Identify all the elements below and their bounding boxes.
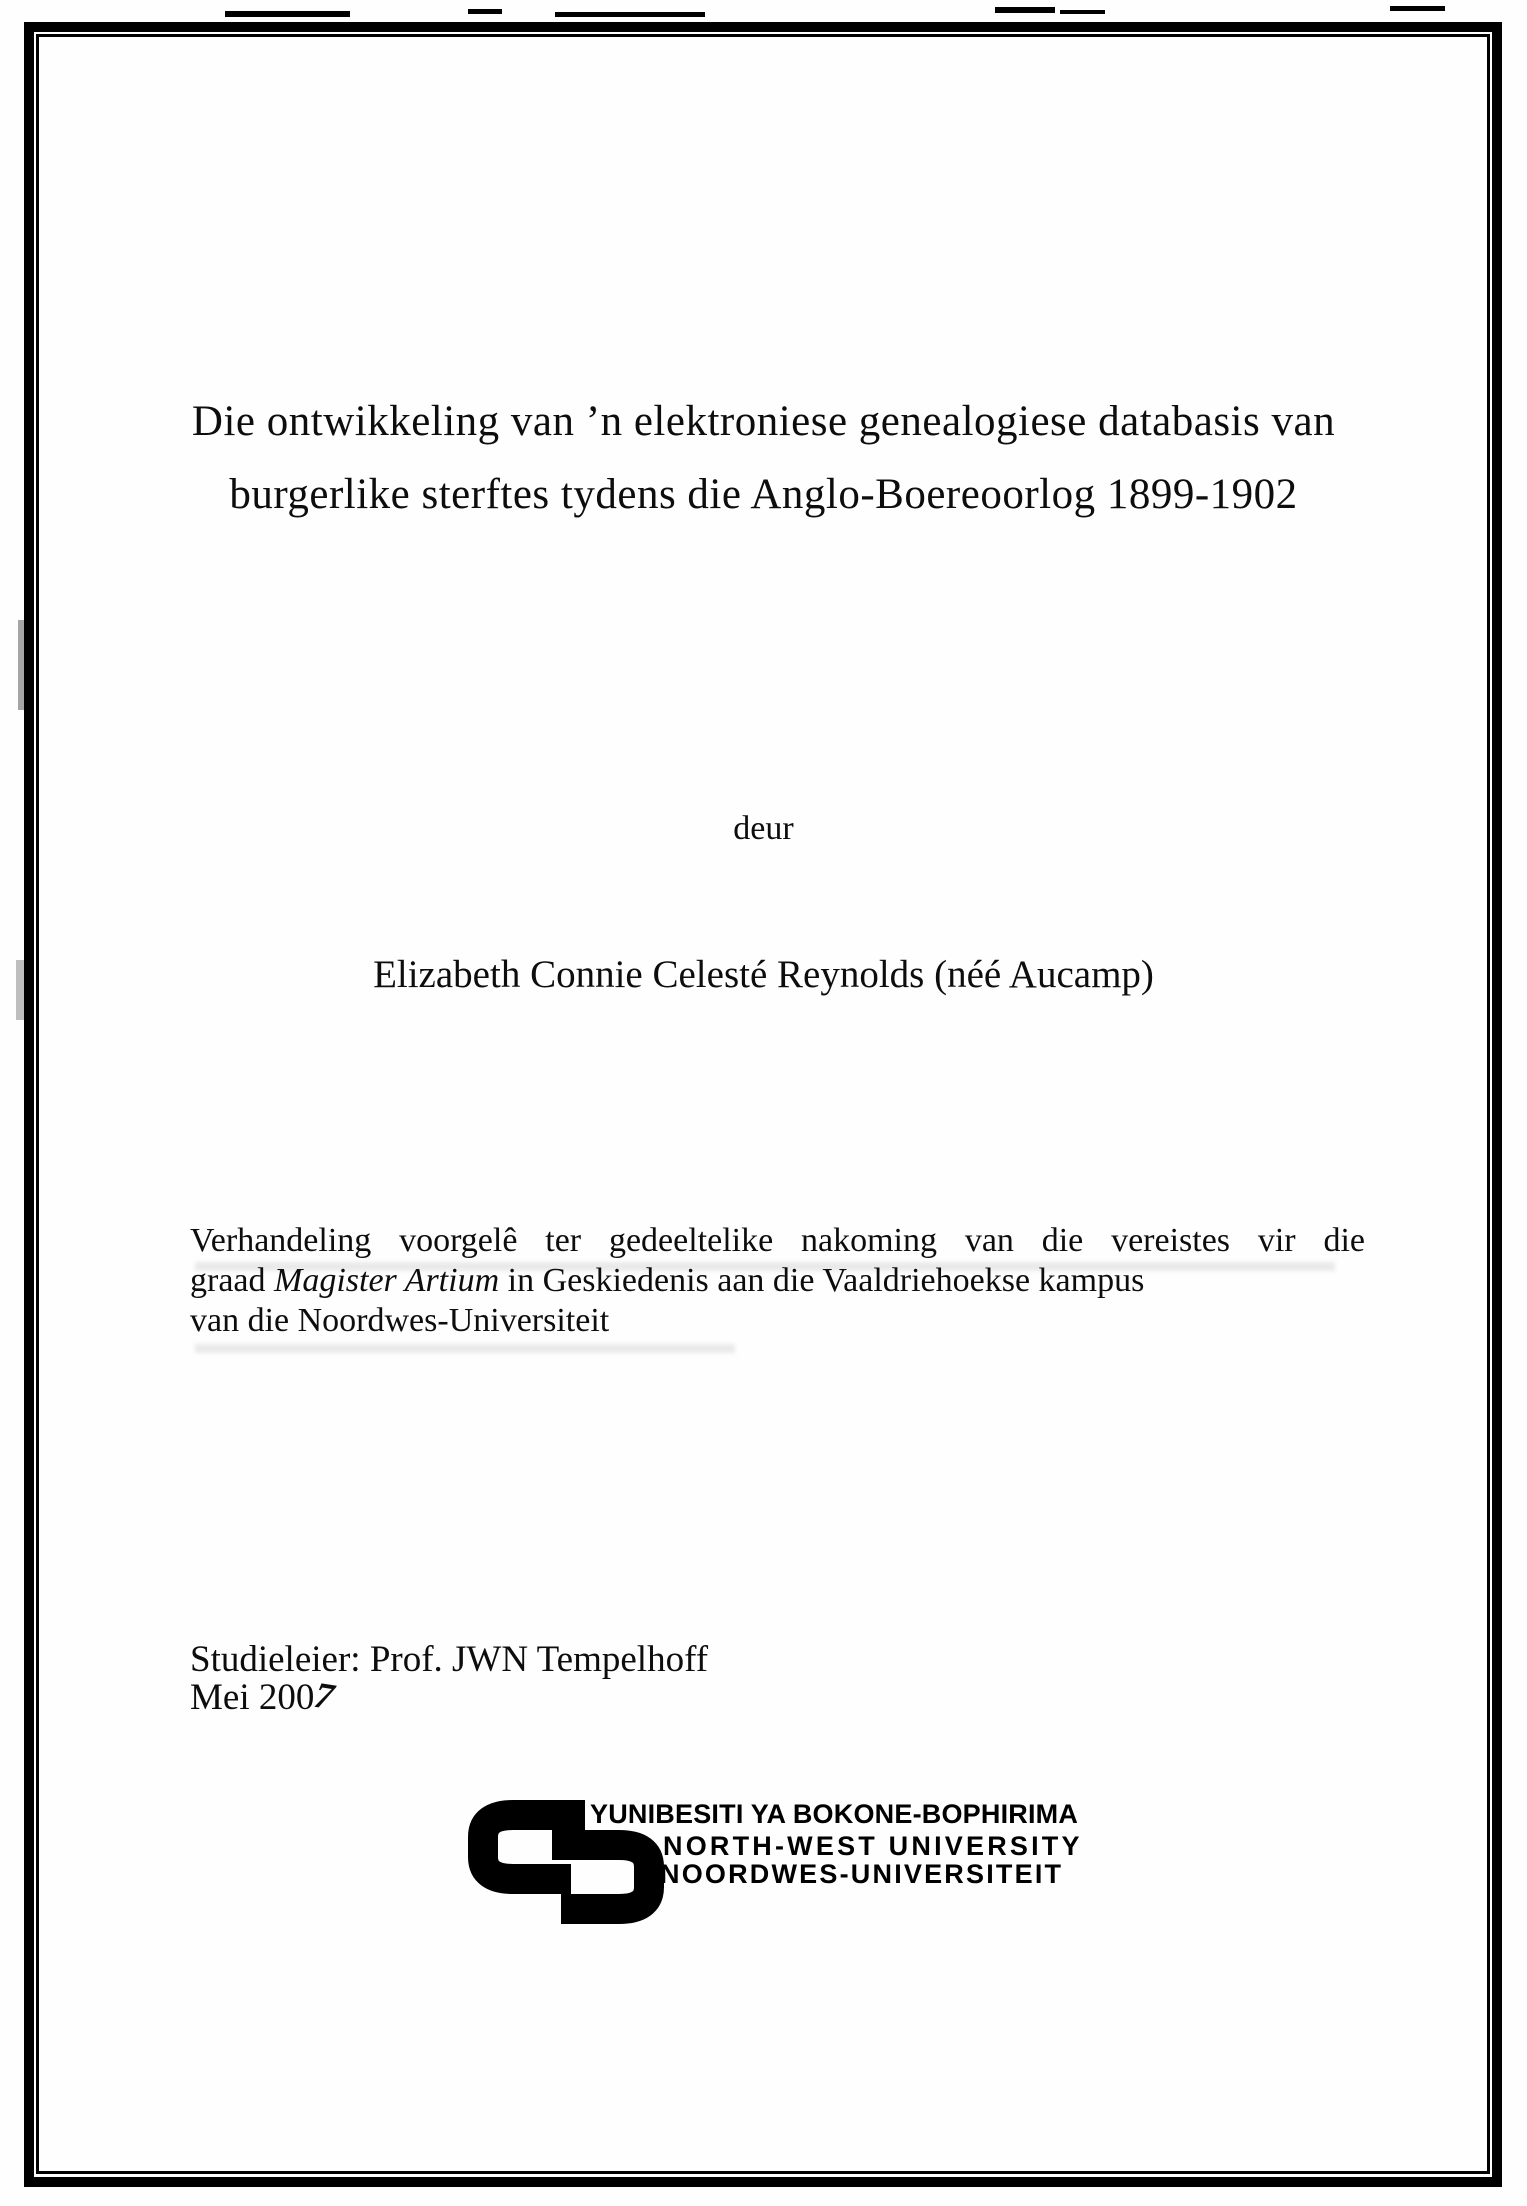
degree-statement xyxy=(190,1221,1365,1341)
degree-statement-line2 xyxy=(190,1261,1365,1301)
date-prefix: Mei 200 xyxy=(190,1677,315,1718)
scan-ghost xyxy=(195,1344,735,1353)
scan-smudge xyxy=(1060,10,1105,14)
degree-statement-line3: van die Noordwes-Universiteit xyxy=(190,1302,610,1339)
degree-statement-line2-post: in Geskiedenis aan die Vaaldriehoekse kampus xyxy=(499,1262,1145,1299)
logo-text-english: NORTH-WEST UNIVERSITY xyxy=(663,1831,1083,1861)
thesis-title-line1: Die ontwikkeling van ’n elektroniese genealogiese databasis van xyxy=(191,398,1336,445)
degree-name-italic: Magister Artium xyxy=(274,1262,500,1299)
degree-statement-line1: Verhandeling voorgelê ter gedeeltelike nakoming van die vereistes vir die xyxy=(190,1222,1365,1259)
supervisor-line: Studieleier: Prof. JWN Tempelhoff xyxy=(190,1639,709,1680)
scan-smudge xyxy=(995,7,1055,13)
logo-text-afrikaans: NOORDWES-UNIVERSITEIT xyxy=(660,1859,1064,1889)
university-logo xyxy=(467,1795,1127,1935)
scan-smudge xyxy=(18,620,25,710)
scan-smudge xyxy=(225,11,350,17)
thesis-title-line2: burgerlike sterftes tydens die Anglo-Boereoorlog 1899-1902 xyxy=(229,471,1298,518)
scan-smudge xyxy=(1390,6,1445,11)
byline: deur xyxy=(733,810,794,847)
scan-smudge xyxy=(555,12,705,17)
degree-statement-line2-pre: graad xyxy=(190,1262,275,1299)
scan-smudge xyxy=(468,9,502,14)
date-last-digit: 7 xyxy=(307,1675,341,1718)
thesis-title xyxy=(0,385,1527,531)
author-name: Elizabeth Connie Celesté Reynolds (néé Aucamp) xyxy=(373,953,1154,996)
date-line xyxy=(190,1675,341,1718)
logo-text-setswana: YUNIBESITI YA BOKONE-BOPHIRIMA xyxy=(590,1799,1079,1829)
